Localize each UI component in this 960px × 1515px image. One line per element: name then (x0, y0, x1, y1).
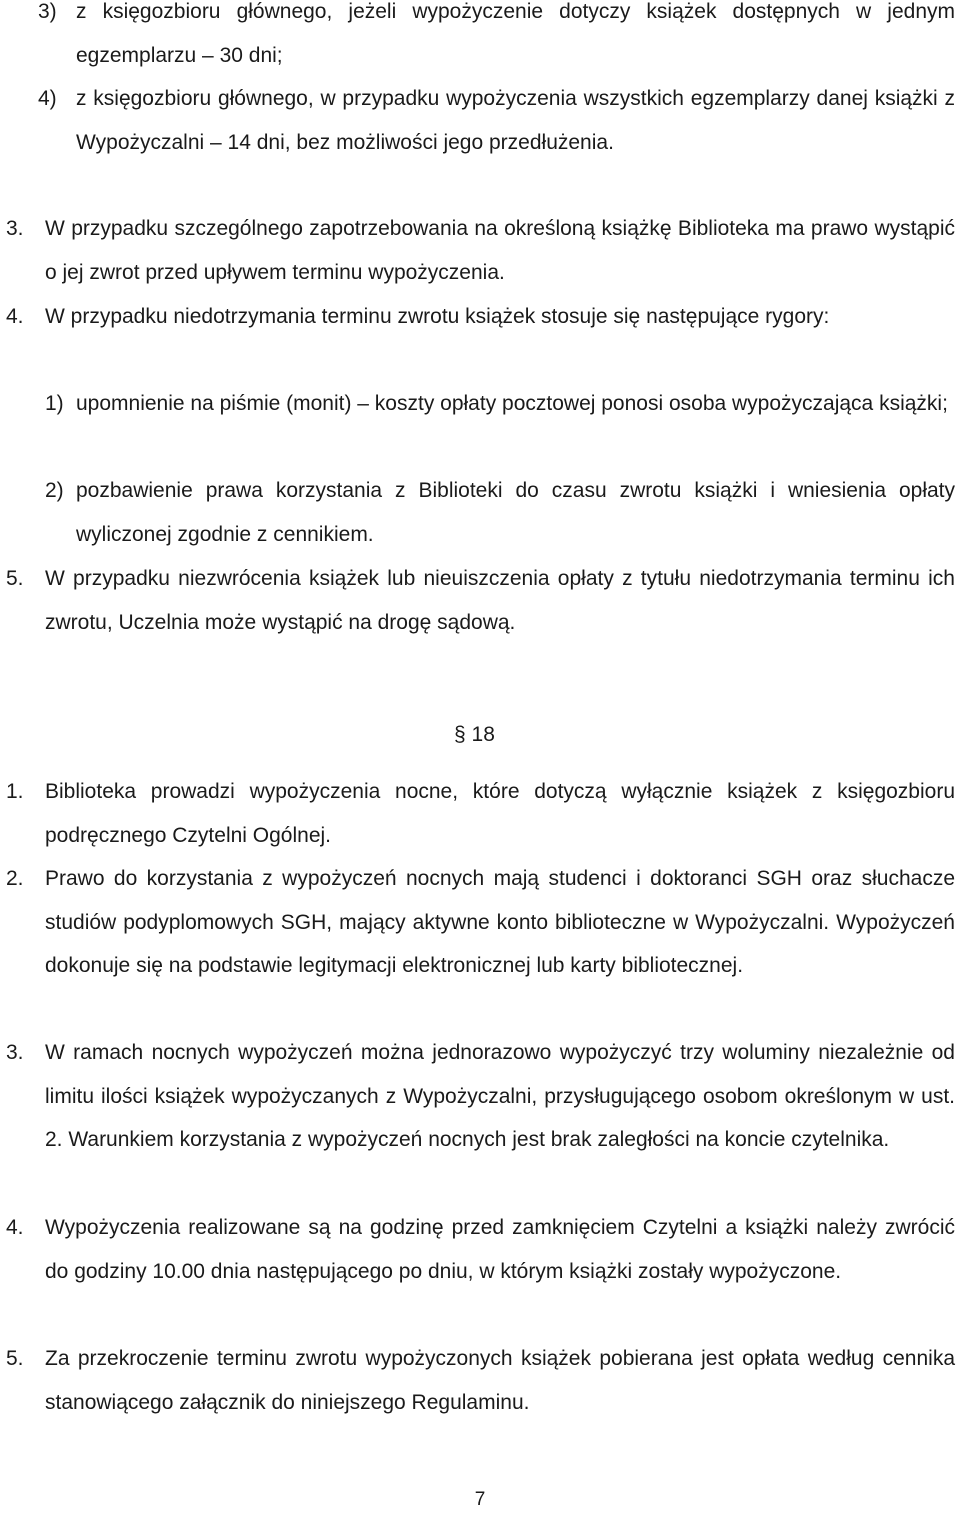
list-item-text: Biblioteka prowadzi wypożyczenia nocne, które dotyczą wyłącznie książek z księgozbioru podręcznego Czytelni Ogólnej. (45, 780, 955, 847)
list-item-text: Prawo do korzystania z wypożyczeń nocnych mają studenci i doktoranci SGH oraz słuchacze studiów podyplomowych SGH, mający aktywne konto biblioteczne w Wypożyczalni. Wypożyczeń dokonuje się na podstawie legitymacji elektronicznej lub karty bibliotecznej. (45, 867, 955, 977)
list-item-text: Za przekroczenie terminu zwrotu wypożyczonych książek pobierana jest opłata według cennika stanowiącego załącznik do niniejszego Regulaminu. (45, 1347, 955, 1414)
list-item-text: W ramach nocnych wypożyczeń można jednorazowo wypożyczyć trzy woluminy niezależnie od limitu ilości książek wypożyczanych z Wypożyczalni, przysługującego osobom określonym w ust. 2. Warunkiem korzystania z wypożyczeń nocnych jest brak zaległości na koncie czytelnika. (45, 1041, 955, 1151)
list-item-text: W przypadku niedotrzymania terminu zwrotu książek stosuje się następujące rygory: (45, 305, 830, 328)
list-item-number: 1. (6, 780, 24, 803)
list-item-number: 3) (38, 0, 57, 23)
list-item (0, 0, 960, 78)
section-heading: § 18 (454, 723, 495, 746)
list-item-number: 4. (6, 1216, 24, 1239)
list-item-text: Wypożyczenia realizowane są na godzinę przed zamknięciem Czytelni a książki należy zwrócić do godziny 10.00 dnia następującego po dniu, w którym książki zostały wypożyczone. (45, 1216, 955, 1283)
list-item-number: 2) (45, 479, 64, 502)
list-item-number: 3. (6, 1041, 24, 1064)
list-item-number: 5. (6, 567, 24, 590)
list-item-number: 4) (38, 87, 57, 110)
list-item-text: z księgozbioru głównego, jeżeli wypożyczenie dotyczy książek dostępnych w jednym egzemplarzu – 30 dni; (76, 0, 955, 67)
list-item-number: 3. (6, 217, 24, 240)
list-item-text: W przypadku szczególnego zapotrzebowania na określoną książkę Biblioteka ma prawo wystąpić o jej zwrot przed upływem terminu wypożyczenia. (45, 217, 955, 284)
list-item-text: upomnienie na piśmie (monit) – koszty opłaty pocztowej ponosi osoba wypożyczająca książki; (76, 392, 948, 415)
page-number: 7 (474, 1489, 486, 1510)
list-item-text: pozbawienie prawa korzystania z Biblioteki do czasu zwrotu książki i wniesienia opłaty wyliczonej zgodnie z cennikiem. (76, 479, 955, 546)
list-item-number: 1) (45, 392, 64, 415)
list-item-number: 2. (6, 867, 24, 890)
list-item-text: W przypadku niezwrócenia książek lub nieuiszczenia opłaty z tytułu niedotrzymania terminu ich zwrotu, Uczelnia może wystąpić na drogę sądową. (45, 567, 955, 634)
list-item-number: 5. (6, 1347, 24, 1370)
list-item-text: z księgozbioru głównego, w przypadku wypożyczenia wszystkich egzemplarzy danej książki z Wypożyczalni – 14 dni, bez możliwości jego przedłużenia. (76, 87, 955, 154)
list-item-number: 4. (6, 305, 24, 328)
list-item (0, 77, 960, 165)
